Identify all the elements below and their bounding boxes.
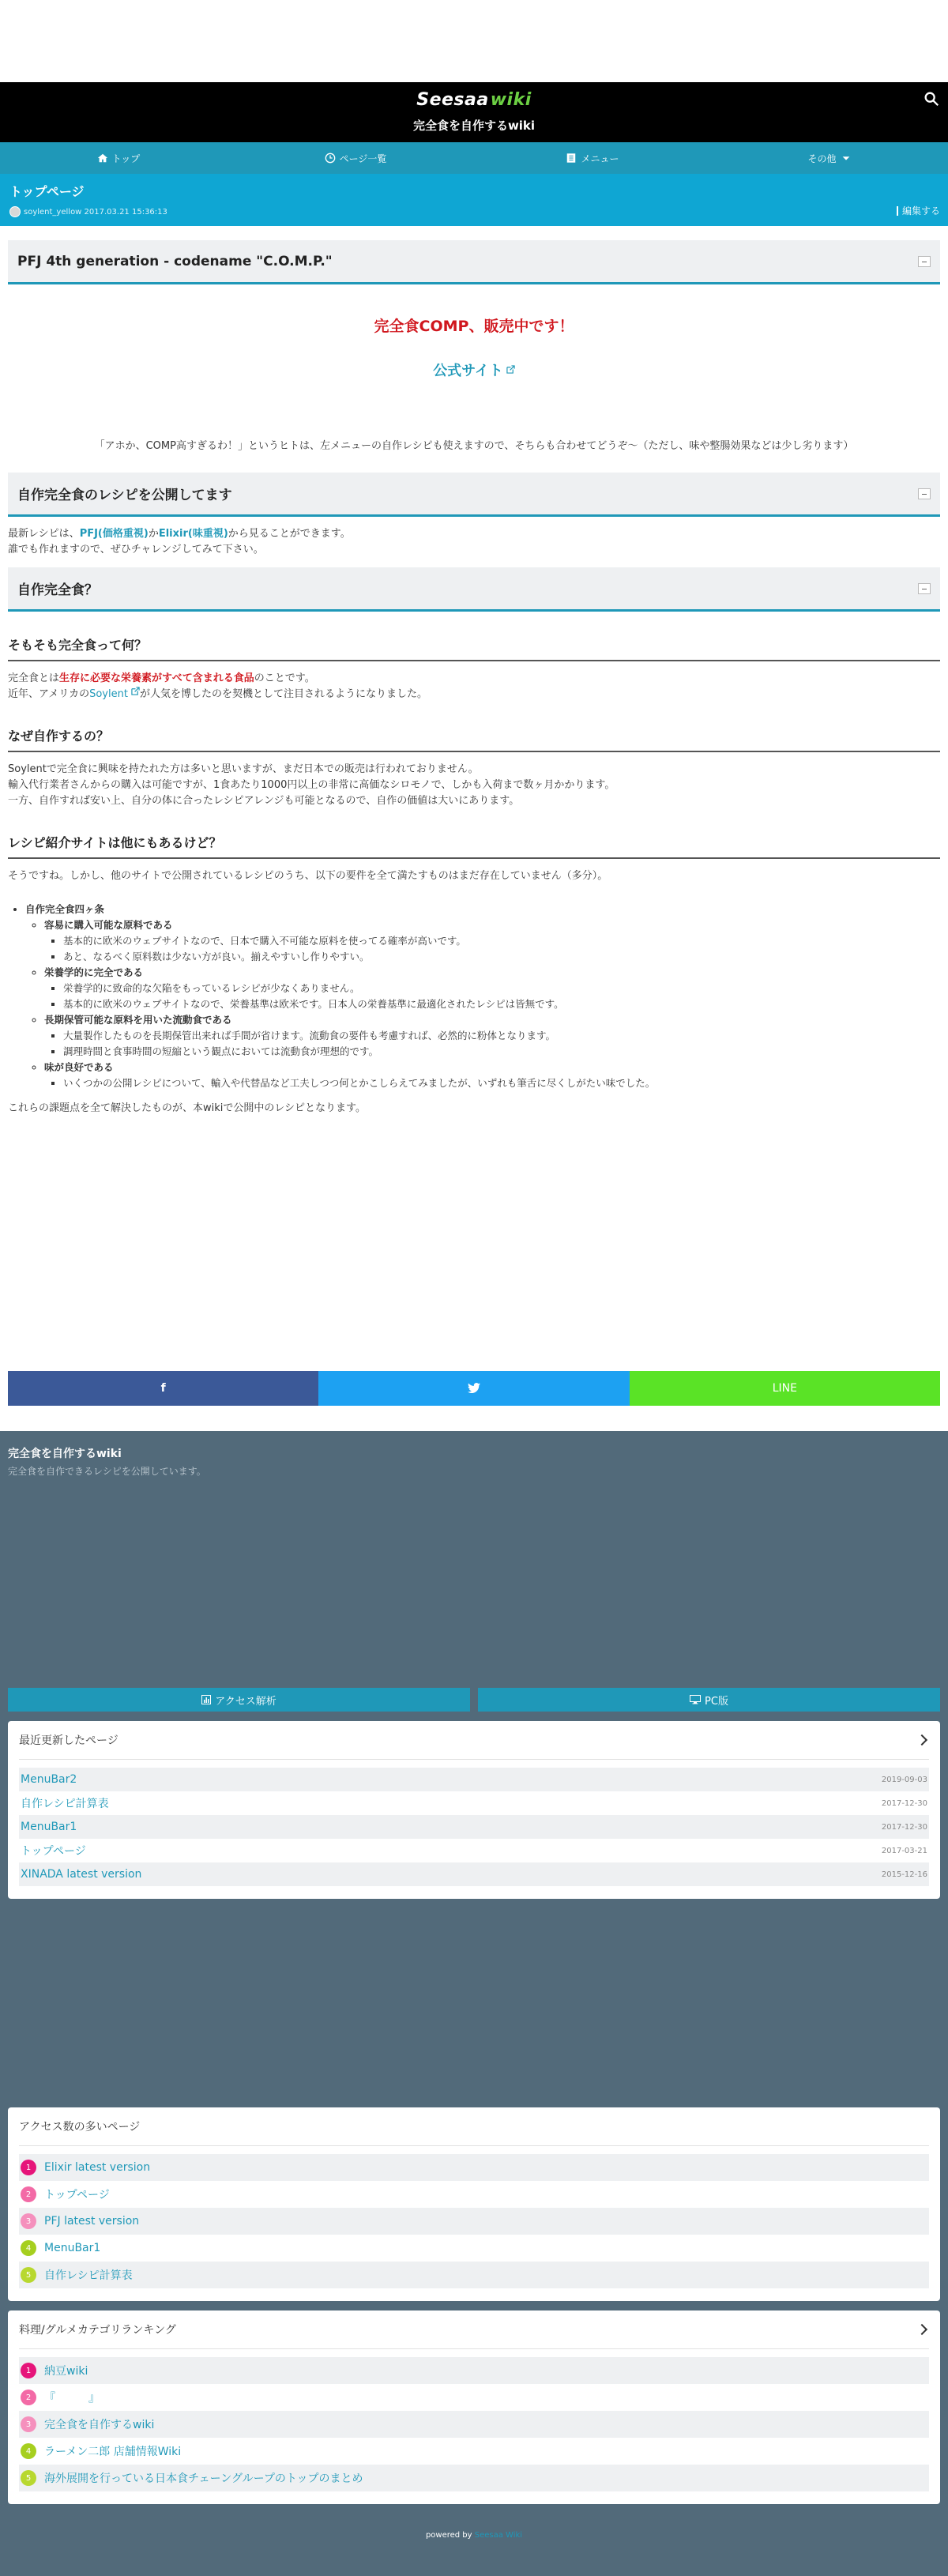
category-wiki-link[interactable]: 『 』	[44, 2392, 100, 2405]
section-what-header	[8, 567, 940, 612]
section-recipe-header	[8, 473, 940, 517]
clock-icon	[325, 153, 336, 164]
list-item-label: 長期保管可能な原料を用いた流動食である	[44, 1014, 232, 1026]
text: のことです。	[254, 672, 315, 684]
why-heading: なぜ自作するの？	[8, 726, 940, 752]
pfj-link[interactable]: PFJ(価格重視)	[79, 528, 149, 540]
text: から見ることができます。	[228, 528, 351, 540]
list-item	[19, 1768, 929, 1791]
soylent-label: Soylent	[89, 688, 128, 700]
list-item	[44, 917, 940, 965]
comp-sale-announcement: 完全食COMP、販売中です！	[374, 318, 574, 335]
external-link-icon	[506, 365, 515, 374]
text: 近年、アメリカの	[8, 688, 90, 700]
category-ranking-title: 料理/グルメカテゴリランキング	[19, 2324, 176, 2337]
footer-site-title[interactable]: 完全食を自作するwiki	[8, 1448, 122, 1460]
rank-badge: 5	[21, 2470, 36, 2486]
twitter-icon	[468, 1383, 480, 1394]
official-site-link[interactable]	[433, 363, 515, 379]
recent-pages-header[interactable]	[19, 1732, 929, 1760]
list-item-label: 自作完全食四ヶ条	[25, 903, 105, 915]
category-ranking-header[interactable]	[19, 2322, 929, 2349]
list-item	[19, 2262, 929, 2288]
category-wiki-link[interactable]: 完全食を自作するwiki	[44, 2419, 155, 2431]
list-item: ▪ 大量製作したものを長期保管出来れば手間が省けます。流動食の要件も考慮すれば、必然的に粉体となります。	[63, 1028, 940, 1044]
rank-badge: 2	[21, 2390, 36, 2405]
requirements-list	[25, 902, 940, 1091]
pc-version-button[interactable]	[478, 1688, 940, 1712]
pc-version-label: PC版	[705, 1695, 728, 1708]
nav-menu[interactable]	[474, 152, 711, 165]
nav-menu-label: メニュー	[581, 153, 619, 164]
share-line-button[interactable]	[630, 1371, 940, 1406]
recent-page-date: 2015-12-16	[881, 1870, 927, 1879]
recipe-notice: 「アホか、COMP高すぎるわ！」というヒトは、左メニューの自作レシピも使えますので、そちらも合わせてどうぞ〜（ただし、味や整腸効果などは少し劣ります）	[94, 440, 854, 452]
recent-page-date: 2017-12-30	[881, 1798, 927, 1808]
popular-page-link[interactable]: トップページ	[44, 2189, 110, 2201]
share-facebook-button[interactable]	[8, 1371, 318, 1406]
powered-by-text: powered by	[425, 2531, 475, 2540]
rank-badge: 3	[21, 2213, 36, 2229]
soylent-link[interactable]	[89, 688, 140, 700]
page-title: トップページ	[9, 184, 85, 199]
collapse-button[interactable]	[918, 583, 931, 594]
section-recipe-title: 自作完全食のレシピを公開してます	[17, 488, 232, 503]
access-analytics-button[interactable]	[8, 1688, 470, 1712]
list-item	[44, 965, 940, 1012]
elixir-link[interactable]: Elixir(味重視)	[158, 528, 228, 540]
nav-page-list[interactable]	[237, 152, 474, 165]
rank-badge: 3	[21, 2416, 36, 2432]
recipe-intro-line2: 誰でも作れますので、ぜひチャレンジしてみて下さい。	[8, 544, 264, 555]
list-item-label: 味が良好である	[44, 1061, 114, 1073]
nav-page-list-label: ページ一覧	[339, 153, 387, 164]
rank-badge: 5	[21, 2267, 36, 2283]
list-item	[19, 2438, 929, 2465]
category-wiki-link[interactable]: 納豆wiki	[44, 2365, 88, 2378]
nav-top-label: トップ	[111, 153, 141, 164]
rank-badge: 4	[21, 2443, 36, 2459]
list-item: ▪ 基本的に欧米のウェブサイトなので、栄養基準は欧米です。日本人の栄養基準に最適化されたレシピは皆無です。	[63, 996, 940, 1012]
list-item	[19, 2411, 929, 2438]
other-conclusion: これらの課題点を全て解決したものが、本wikiで公開中のレシピとなります。	[8, 1102, 367, 1114]
recipe-intro-line1	[8, 526, 940, 542]
what-line1	[8, 671, 940, 687]
seesaa-wiki-logo[interactable]	[416, 90, 532, 110]
site-header	[0, 82, 948, 142]
footer-site-description: 完全食を自作できるレシピを公開しています。	[8, 1466, 206, 1477]
recent-page-date: 2019-09-03	[881, 1775, 927, 1784]
caret-down-icon	[841, 153, 852, 164]
popular-pages-list	[19, 2154, 929, 2288]
category-ranking-card	[8, 2310, 940, 2504]
category-wiki-link[interactable]: 海外展開を行っている日本食チェーングループのトップのまとめ	[44, 2472, 363, 2485]
recent-page-link[interactable]: MenuBar1	[21, 1821, 77, 1833]
avatar	[9, 206, 21, 217]
popular-pages-card	[8, 2107, 940, 2301]
recent-page-link[interactable]: 自作レシピ計算表	[21, 1798, 109, 1810]
why-line1: Soylentで完全食に興味を持たれた方は多いと思いますが、まだ日本での販売は行われておりません。	[8, 763, 479, 775]
list-item	[19, 2357, 929, 2384]
section-what-title: 自作完全食？	[17, 582, 98, 598]
list-item	[19, 1815, 929, 1839]
list-item	[19, 2384, 929, 2411]
edit-button[interactable]	[897, 204, 940, 217]
rank-badge: 2	[21, 2186, 36, 2202]
list-item	[19, 1791, 929, 1815]
share-bar	[8, 1371, 940, 1406]
book-icon	[566, 153, 577, 164]
list-item	[19, 2465, 929, 2491]
popular-page-link[interactable]: MenuBar1	[44, 2242, 101, 2254]
recent-page-date: 2017-03-21	[881, 1846, 927, 1855]
recent-page-link[interactable]: XINADA latest version	[21, 1868, 142, 1881]
text: が人気を博したのを契機として注目されるようになりました。	[139, 688, 427, 700]
share-line-label: LINE	[772, 1382, 797, 1395]
list-item	[19, 2208, 929, 2235]
list-item: ▪ 調理時間と食事時間の短縮という観点においては流動食が理想的です。	[63, 1044, 940, 1060]
list-item	[19, 2235, 929, 2262]
footer-actions	[8, 1688, 940, 1712]
list-item	[19, 2181, 929, 2208]
list-item: ▪ 基本的に欧米のウェブサイトなので、日本で購入不可能な原料を使ってる確率が高いです。	[63, 933, 940, 949]
external-link-icon	[131, 687, 140, 695]
recipe-intro	[8, 526, 940, 558]
page-header	[0, 174, 948, 226]
nav-other[interactable]	[711, 152, 948, 165]
list-item	[25, 902, 940, 1091]
recent-page-link[interactable]: MenuBar2	[21, 1773, 77, 1786]
main-content	[0, 240, 948, 1406]
popular-page-link[interactable]: PFJ latest version	[44, 2215, 140, 2228]
rank-badge: 1	[21, 2363, 36, 2378]
section-comp-title: PFJ 4th generation - codename "C.O.M.P."	[17, 253, 333, 269]
home-icon	[97, 153, 108, 164]
nav-other-label: その他	[807, 153, 837, 164]
text: か	[148, 528, 159, 540]
site-title[interactable]: 完全食を自作するwiki	[412, 119, 536, 133]
edit-label: 編集する	[901, 205, 940, 217]
popular-page-link[interactable]: Elixir latest version	[44, 2161, 151, 2174]
category-wiki-link[interactable]: ラーメン二郎 店舗情報Wiki	[44, 2446, 182, 2458]
recent-page-date: 2017-12-30	[881, 1822, 927, 1832]
text: 最新レシピは、	[8, 528, 80, 540]
page-meta	[9, 206, 939, 217]
logo-wiki-text: wiki	[490, 90, 532, 110]
popular-page-link[interactable]: 自作レシピ計算表	[44, 2269, 133, 2282]
spacer	[0, 226, 948, 240]
recent-page-link[interactable]: トップページ	[21, 1845, 86, 1858]
other-heading: レシピ紹介サイトは他にもあるけど？	[8, 833, 940, 859]
list-item: ▪ 栄養学的に致命的な欠陥をもっているレシピが少なくありません。	[63, 981, 940, 996]
chevron-right-icon	[916, 1734, 927, 1746]
list-item	[19, 1862, 929, 1886]
list-item	[19, 2154, 929, 2181]
facebook-icon: f	[160, 1382, 166, 1395]
chevron-right-icon	[916, 2324, 927, 2335]
list-item	[19, 1839, 929, 1862]
why-line2: 輸入代行業者さんからの購入は可能ですが、1食あたり1000円以上の非常に高価なシロモノで、しかも入荷まで数ヶ月かかります。	[8, 779, 615, 791]
why-line3: 一方、自作すれば安い上、自分の体に合ったレシピアレンジも可能となるので、自作の価値は大いにあります。	[8, 795, 520, 807]
seesaa-wiki-link[interactable]: Seesaa Wiki	[474, 2531, 523, 2540]
collapse-button[interactable]	[918, 256, 931, 267]
recent-pages-card	[8, 1721, 940, 1899]
chart-icon	[201, 1695, 211, 1704]
text: 完全食とは	[8, 672, 60, 684]
list-item	[44, 1012, 940, 1060]
access-analytics-label: アクセス解析	[215, 1695, 276, 1708]
official-site	[8, 360, 940, 380]
search-icon[interactable]	[923, 90, 940, 107]
section-comp-header	[8, 240, 940, 284]
popular-pages-header	[19, 2118, 929, 2146]
official-site-label: 公式サイト	[433, 363, 503, 379]
powered-by	[8, 2531, 940, 2568]
list-item: ▪ あと、なるべく原料数は少ない方が良い。揃えやすいし作りやすい。	[63, 949, 940, 965]
emphasis-text: 生存に必要な栄養素がすべて含まれる食品	[59, 672, 254, 684]
list-item	[44, 1060, 940, 1091]
rank-badge: 1	[21, 2160, 36, 2175]
monitor-icon	[690, 1695, 701, 1704]
nav-top[interactable]	[0, 152, 237, 165]
list-item-label: 容易に購入可能な原料である	[44, 919, 173, 931]
list-item-label: 栄養学的に完全である	[44, 966, 144, 978]
spacer	[8, 1899, 940, 2098]
edit-icon	[897, 206, 900, 216]
what-line2	[8, 687, 940, 702]
category-ranking-list	[19, 2357, 929, 2491]
main-nav	[0, 142, 948, 174]
other-line1: そうですね。しかし、他のサイトで公開されているレシピのうち、以下の要件を全て満たすものはまだ存在していません（多分）。	[8, 870, 608, 882]
logo-text: Seesaa	[416, 90, 489, 110]
what-heading: そもそも完全食って何？	[8, 635, 940, 661]
collapse-button[interactable]	[918, 488, 931, 499]
page-author-date: soylent_yellow 2017.03.21 15:36:13	[24, 207, 167, 217]
rank-badge: 4	[21, 2240, 36, 2256]
share-twitter-button[interactable]	[318, 1371, 629, 1406]
list-item: ▪ いくつかの公開レシピについて、輸入や代替品など工夫しつつ何とかこしらえてみましたが、いずれも筆舌に尽くしがたい味でした。	[63, 1075, 940, 1091]
popular-pages-title: アクセス数の多いページ	[19, 2121, 141, 2133]
top-whitespace	[0, 0, 948, 82]
site-footer	[0, 1431, 948, 2576]
recent-pages-list	[19, 1768, 929, 1886]
recent-pages-title: 最近更新したページ	[19, 1734, 118, 1747]
